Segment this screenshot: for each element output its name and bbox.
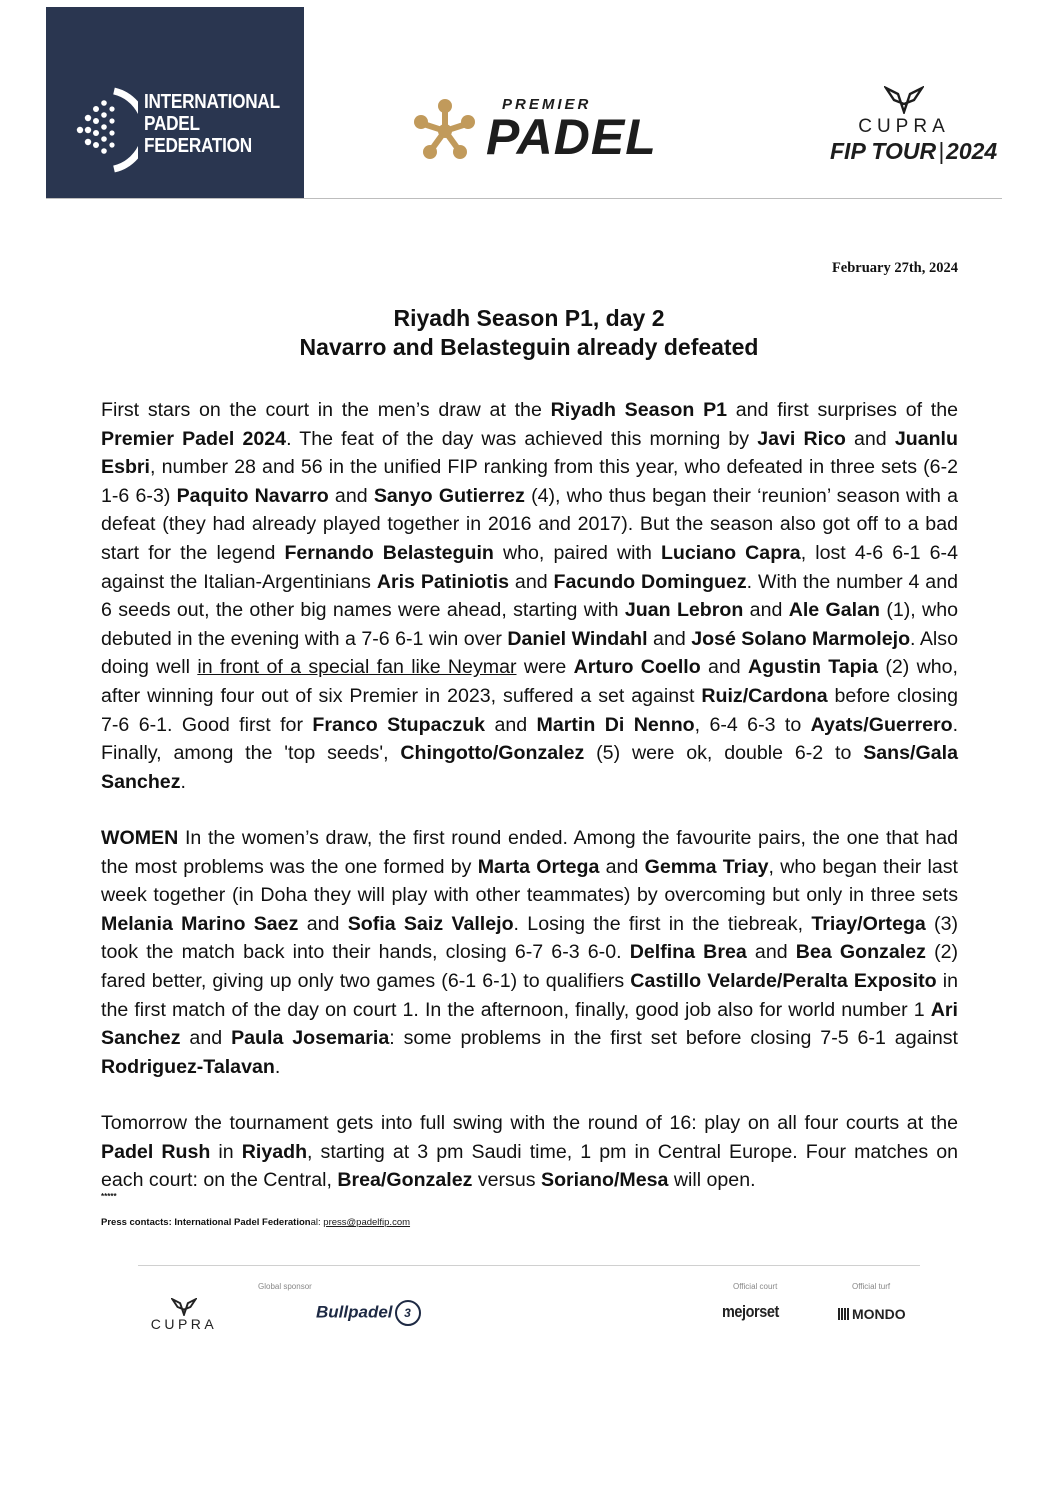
bold-text-run: Juan Lebron [624,599,744,622]
text-run: (4), who thus began their ‘reunion’ season with a defeat (they had already played together in 2016 and 2017). But the season also got off to a bad start for the legend [101,484,958,564]
bold-text-run: Ale Galan [788,599,880,622]
ipf-line-3: FEDERATION [144,135,252,157]
text-run: and [298,912,348,935]
text-run: will open. [668,1169,756,1192]
press-release-title [100,304,958,362]
bold-text-run: Facundo Dominguez [553,570,747,593]
text-run: (1), who debuted in the evening with a 7-6 6-1 win over [101,599,958,650]
text-run: , who began their last week together (in Doha they will play with other teammates) by overcoming but only in three sets [101,855,958,907]
padel-word: PADEL [486,109,657,165]
bold-text-run: Daniel Windahl [507,627,648,650]
cupra-fip-tour-logo [830,86,998,176]
mondo-sponsor-logo [838,1306,906,1322]
bold-text-run: Franco Stupaczuk [312,713,486,736]
text-run: (3) took the match back into their hands, closing 6-7 6-3 6-0. [101,912,958,964]
sponsor-divider [138,1265,920,1266]
ipf-ball-icon [74,85,138,175]
text-run: . [180,770,186,793]
ipf-line-1: INTERNATIONAL [144,91,280,113]
bold-text-run: Delfina Brea [629,941,747,964]
bold-text-run: Martin Di Nenno [536,713,695,736]
bold-text-run: Aris Patiniotis [376,570,510,593]
text-run: and [700,656,749,679]
bold-text-run: Sans/Gala Sanchez [101,742,958,793]
bold-text-run: Javi Rico [757,427,846,450]
bullpadel-word: Bullpadel [316,1302,393,1322]
official-court-label: Official court [733,1282,778,1291]
text-run: . [274,1055,281,1078]
bold-text-run: Riyadh [241,1140,308,1163]
bold-text-run: Ruiz/Cardona [701,684,828,707]
cupra-sponsor-logo [138,1298,230,1338]
text-run: and [845,427,895,450]
text-run: and [599,855,645,878]
bold-text-run: WOMEN [101,827,179,849]
text-run: : some problems in the first set before closing 7-5 6-1 against [389,1027,958,1050]
ipf-line-2: PADEL [144,113,200,135]
bold-text-run: Juanlu Esbri [101,427,958,479]
text-run: . Losing the first in the tiebreak, [513,912,812,935]
bold-text-run: José Solano Marmolejo [691,627,911,650]
text-run: . Also doing well [101,627,958,679]
paragraph-tomorrow [101,1109,958,1195]
text-run: and [746,941,796,964]
cupra-footer-word: CUPRA [150,1316,218,1332]
bullpadel-sponsor-logo [316,1300,421,1326]
mondo-word: MONDO [852,1306,906,1322]
bold-text-run: Riyadh Season P1 [550,399,728,421]
text-run: (2) fared better, giving up only two games (6-1 6-1) to qualifiers [101,941,959,992]
bold-text-run: Melania Marino Saez [101,912,299,935]
bold-text-run: Castillo Velarde/Peralta Exposito [630,969,937,992]
text-run: In the women’s draw, the first round ended. Among the favourite pairs, the one that had the most problems was the one formed by [101,827,958,878]
text-run: (5) were ok, double 6-2 to [584,742,864,765]
bold-text-run: Luciano Capra [660,541,801,564]
text-run: and first surprises of the [727,399,958,421]
text-run: (2) who, after winning four out of six Premier in 2023, suffered a set against [101,656,958,707]
cupra-emblem-icon [884,86,924,114]
bold-text-run: Premier Padel 2024 [101,427,287,450]
text-run: and [743,599,789,622]
text-run: in the first match of the day on court 1. In the afternoon, finally, good job also for world number 1 [101,969,958,1021]
text-run: First stars on the court in the men’s draw at the [101,399,551,421]
bold-text-run: Bea Gonzalez [795,941,926,964]
official-turf-label: Official turf [852,1282,891,1291]
bold-text-run: Triay/Ortega [811,912,926,935]
premier-padel-star-icon [412,98,478,164]
fip-tour-label [830,138,998,165]
bold-text-run: Paquito Navarro [176,484,329,507]
text-run: Tomorrow the tournament gets into full swing with the round of 16: play on all four courts at the [101,1112,958,1134]
global-sponsor-label: Global sponsor [258,1282,312,1291]
press-release-date: February 27th, 2024 [831,260,958,276]
text-run: and [180,1027,232,1050]
text-run: who, paired with [493,541,661,564]
bold-text-run: Arturo Coello [573,656,701,679]
bold-text-run: Gemma Triay [644,855,769,878]
bold-text-run: Ayats/Guerrero [810,713,953,736]
paragraph-women [101,824,958,1081]
bold-text-run: Brea/Gonzalez [337,1169,473,1192]
bold-text-run: Paula Josemaria [231,1027,390,1050]
press-email-link[interactable]: press@padelfip.com [323,1217,411,1228]
premier-padel-logo [412,96,702,166]
underlined-text-run[interactable]: in front of a special fan like Neymar [197,656,517,679]
text-run: versus [472,1169,541,1192]
paragraph-men [101,396,958,796]
text-run: and [485,713,537,736]
bold-text-run: Fernando Belasteguin [284,541,494,564]
text-run: and [647,627,692,650]
text-run: and [509,570,554,593]
premier-word: PREMIER [502,96,592,113]
bold-text-run: Chingotto/Gonzalez [400,742,585,765]
ipf-wordmark [144,91,280,157]
fip-tour-separator: | [938,138,945,164]
text-run: and [328,484,374,507]
cupra-footer-emblem-icon [171,1298,197,1316]
ipf-logo-panel [46,7,304,198]
text-run: were [516,656,574,679]
mejorset-sponsor-logo: mejorset [722,1302,779,1321]
text-run: , lost 4-6 6-1 6-4 against the Italian-Argentinians [101,541,958,593]
text-run: , starting at 3 pm Saudi time, 1 pm in Central Europe. Four matches on each court: on the Central, [101,1140,958,1192]
bold-text-run: Rodriguez-Talavan [101,1055,275,1078]
fip-tour-year: 2024 [946,138,998,164]
text-run: . With the number 4 and 6 seeds out, the other big names were ahead, starting with [101,570,958,622]
text-run: in [210,1140,242,1163]
bold-text-run: Marta Ortega [477,855,600,878]
text-run: . The feat of the day was achieved this morning by [286,427,758,450]
header-divider [46,198,1002,199]
separator-stars: ***** [101,1192,117,1201]
title-line-1: Riyadh Season P1, day 2 [393,305,665,331]
bold-text-run: Padel Rush [101,1140,211,1163]
bold-text-run: Agustin Tapia [748,656,878,679]
cupra-word: CUPRA [858,116,950,137]
text-run: . Finally, among the 'top seeds', [101,713,959,765]
mondo-bars-icon [838,1308,850,1320]
bold-text-run: Sanyo Gutierrez [373,484,525,507]
press-contacts [101,1217,410,1228]
press-contacts-label: Press contacts: International Padel Federation [101,1217,311,1228]
bold-text-run: Ari Sanchez [101,998,958,1050]
bold-text-run: Sofia Saiz Vallejo [347,912,514,935]
text-run: before closing 7-6 6-1. Good first for [101,684,958,736]
text-run: , number 28 and 56 in the unified FIP ranking from this year, who defeated in three sets (6-2 1-6 6-3) [101,456,958,507]
bold-text-run: Soriano/Mesa [541,1169,669,1192]
press-contacts-prefix: al: [310,1217,324,1228]
title-line-2: Navarro and Belasteguin already defeated [299,334,759,360]
bullpadel-ring-icon: 3 [395,1300,421,1326]
text-run: , 6-4 6-3 to [694,713,811,736]
fip-tour-word: FIP TOUR [830,138,937,164]
